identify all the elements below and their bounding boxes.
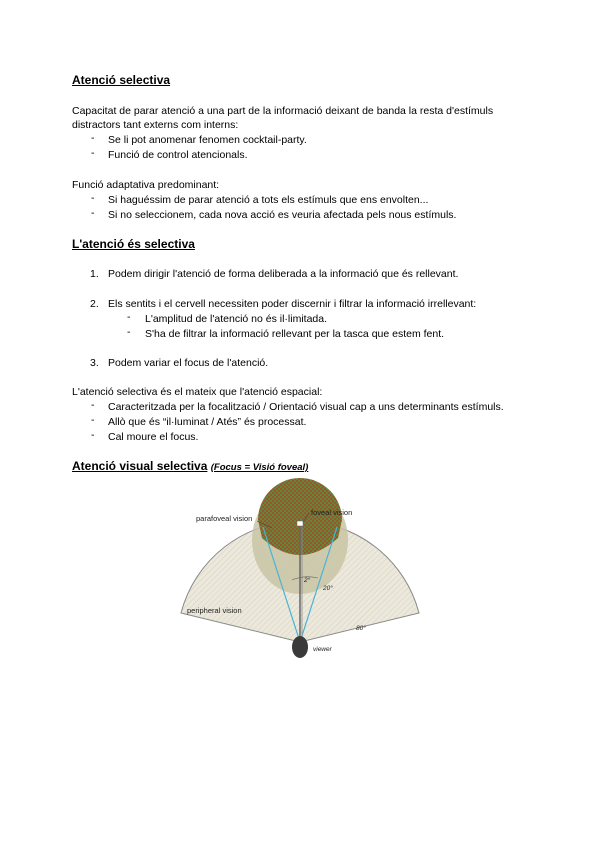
angle-mid-label: 20° — [323, 585, 333, 592]
parafoveal-label: parafoveal vision — [196, 514, 253, 523]
bullet-dash: - — [91, 192, 95, 204]
bullet-dash: - — [91, 414, 95, 426]
sub-list-item: L'amplitud de l'atenció no és il·limitada. — [145, 313, 328, 325]
bullet-dash: - — [91, 132, 95, 144]
bullet-item: Se li pot anomenar fenomen cocktail-party. — [108, 134, 307, 146]
section-heading-text: Atenció visual selectiva — [72, 459, 208, 473]
list-number: 2. — [90, 298, 99, 310]
bullet-dash: - — [91, 147, 95, 159]
section-heading-atencio-es-selectiva: L'atenció és selectiva — [72, 237, 195, 251]
paragraph-line: Capacitat de parar atenció a una part de la informació deixant de banda la resta d'estímuls — [72, 105, 494, 117]
paragraph-line: distractors tant externs com interns: — [72, 119, 239, 131]
angle-large-label: 80° — [356, 625, 366, 632]
list-number: 3. — [90, 357, 99, 369]
list-item: Podem variar el focus de l'atenció. — [108, 357, 269, 369]
bullet-item: Si no seleccionem, cada nova acció es veuria afectada pels nous estímuls. — [108, 209, 457, 221]
bullet-item: Allò que és “il·luminat / Atés” és processat. — [108, 416, 307, 428]
paragraph-line: Funció adaptativa predominant: — [72, 179, 220, 191]
peripheral-label: peripheral vision — [187, 606, 242, 615]
paragraph-line: L'atenció selectiva és el mateix que l'atenció espacial: — [72, 386, 323, 398]
bullet-dash: - — [91, 429, 95, 441]
bullet-item: Cal moure el focus. — [108, 431, 199, 443]
sub-bullet-dash: - — [127, 326, 131, 338]
list-item: Podem dirigir l'atenció de forma deliberada a la informació que és rellevant. — [108, 268, 459, 280]
sub-bullet-dash: - — [127, 311, 131, 323]
bullet-dash: - — [91, 399, 95, 411]
bullet-item: Caracteritzada per la focalització / Orientació visual cap a uns determinants estímuls. — [108, 401, 504, 413]
foveal-label: foveal vision — [311, 508, 353, 517]
viewer-head — [292, 636, 308, 658]
section-subheading: (Focus = Visió foveal) — [210, 462, 309, 473]
bullet-item: Si haguéssim de parar atenció a tots els estímuls que ens envolten... — [108, 194, 429, 206]
bullet-item: Funció de control atencionals. — [108, 149, 248, 161]
bullet-dash: - — [91, 207, 95, 219]
fovea-point — [297, 521, 303, 526]
list-item: Els sentits i el cervell necessiten poder discernir i filtrar la informació irrellevant: — [108, 298, 477, 310]
sub-list-item: S'ha de filtrar la informació rellevant per la tasca que estem fent. — [145, 328, 445, 340]
viewer-label: viewer — [313, 646, 332, 653]
section-heading-atencio-selectiva: Atenció selectiva — [72, 73, 171, 87]
list-number: 1. — [90, 268, 99, 280]
angle-small-label: 2° — [304, 577, 311, 584]
